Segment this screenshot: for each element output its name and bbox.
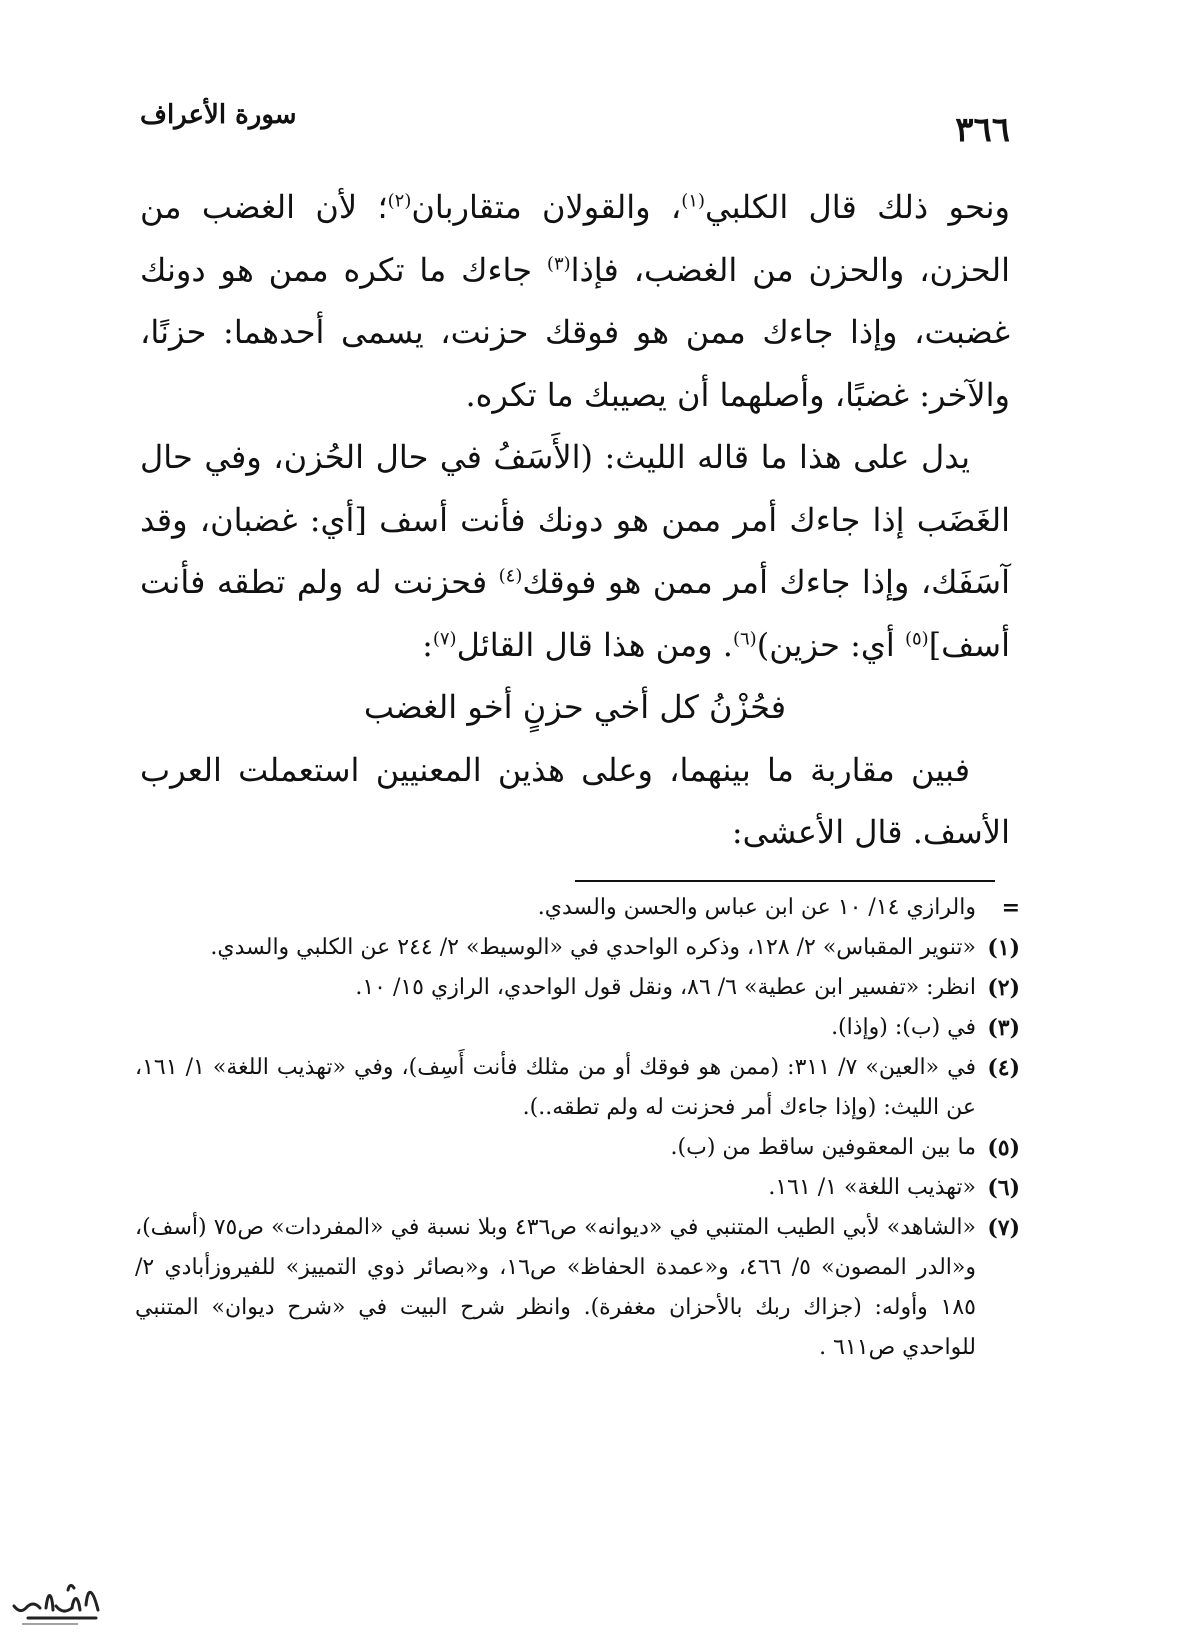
footnote-item: [135, 1048, 1020, 1128]
text-run: أي: حزين): [756, 625, 905, 664]
publisher-logo-icon: [8, 1570, 108, 1630]
footnote-ref: (٦): [732, 627, 757, 649]
footnote-number: (٣): [987, 1015, 1020, 1041]
footnote-text: في «العين» ٧/ ٣١١: (ممن هو فوقك أو من مثلك فأنت أَسِف)، وفي «تهذيب اللغة» ١/ ١٦١، عن الليث: (وإذا جاءك أمر فحزنت له ولم تطقه..).: [135, 1055, 977, 1120]
footnote-text: «الشاهد» لأبي الطيب المتنبي في «ديوانه» ص٤٣٦ وبلا نسبة في «المفردات» ص٧٥ (أسف)، و«الدر المصون» ٥/ ٤٦٦، و«عمدة الحفاظ» ص١٦، و«بصائر ذوي التمييز» للفيروزأبادي ٢/ ١٨٥ وأوله: (جزاك ربك بالأحزان مغفرة). وانظر شرح البيت في «شرح ديوان» المتنبي للواحدي ص٦١١ .: [135, 1215, 976, 1360]
footnote-item: [135, 1128, 1020, 1168]
footnote-number: =: [1001, 895, 1020, 921]
text-run: :: [422, 625, 433, 664]
footnote-ref: (٥): [904, 627, 929, 649]
footnote-number: (٦): [987, 1175, 1020, 1201]
footnote-number: (٢): [987, 975, 1020, 1001]
running-title: سورة الأعراف: [140, 100, 297, 130]
footnote-separator: [575, 880, 995, 882]
footnote-text: في (ب): (وإذا).: [831, 1015, 976, 1040]
footnote-text: ما بين المعقوفين ساقط من (ب).: [670, 1135, 976, 1160]
text-run: ، والقولان متقاربان: [411, 188, 682, 226]
footnote-ref: (٧): [432, 627, 457, 649]
footnote-item: [135, 1168, 1020, 1208]
text-run: ؛ لأن الغضب من الحزن، والحزن من الغضب، فإذا: [140, 188, 1011, 289]
footnote-number: (١): [987, 935, 1020, 961]
footnote-text: «تهذيب اللغة» ١/ ١٦١.: [768, 1175, 976, 1200]
text-run: ونحو ذلك قال الكلبي: [705, 188, 1011, 226]
paragraph-1: [140, 176, 1010, 426]
footnote-number: (٤): [987, 1055, 1020, 1081]
paragraph-2: [140, 426, 1010, 676]
footnote-item: [135, 1008, 1020, 1048]
footnote-number: (٥): [987, 1135, 1020, 1161]
footnote-item: [135, 968, 1020, 1008]
footnote-text: والرازي ١٤/ ١٠ عن ابن عباس والحسن والسدي.: [537, 895, 976, 920]
footnote-ref: (٣): [546, 252, 571, 274]
footnotes: [135, 888, 1020, 1368]
text-run: فحزنت له ولم تطقه فأنت أسف]: [140, 563, 1010, 664]
footnote-item: [135, 928, 1020, 968]
footnote-ref: (١): [681, 190, 705, 212]
footnote-item: [135, 888, 1020, 928]
main-text: [140, 176, 1010, 864]
footnote-text: «تنوير المقباس» ٢/ ١٢٨، وذكره الواحدي في «الوسيط» ٢/ ٢٤٤ عن الكلبي والسدي.: [210, 935, 976, 960]
text-run: يدل على هذا ما قاله الليث: (الأَسَفُ في حال الحُزن، وفي حال الغَضَب إذا جاءك أمر ممن هو دونك فأنت أسف [أي: غضبان، وقد آسَفَك، وإذا جاءك أمر ممن هو فوقك: [140, 438, 1011, 601]
footnote-number: (٧): [987, 1215, 1020, 1241]
poetry-verse: فحُزْنُ كل أخي حزنٍ أخو الغضب: [363, 688, 787, 726]
footnote-ref: (٤): [498, 565, 523, 587]
text-run: . ومن هذا قال القائل: [456, 625, 733, 664]
paragraph-3: فبين مقاربة ما بينهما، وعلى هذين المعنيين استعملت العرب الأسف. قال الأعشى:: [140, 750, 1010, 851]
footnote-item: [135, 1208, 1020, 1368]
footnote-text: انظر: «تفسير ابن عطية» ٦/ ٨٦، ونقل قول الواحدي، الرازي ١٥/ ١٠.: [355, 975, 976, 1000]
page-header: [140, 100, 1010, 150]
page-number: ٣٦٦: [955, 110, 1010, 150]
footnote-ref: (٢): [387, 190, 412, 212]
text-run: جاءك ما تكره ممن هو دونك غضبت، وإذا جاءك ممن هو فوقك حزنت، يسمى أحدهما: حزنًا، والآخر: غضبًا، وأصلهما أن يصيبك ما تكره.: [140, 250, 1011, 414]
